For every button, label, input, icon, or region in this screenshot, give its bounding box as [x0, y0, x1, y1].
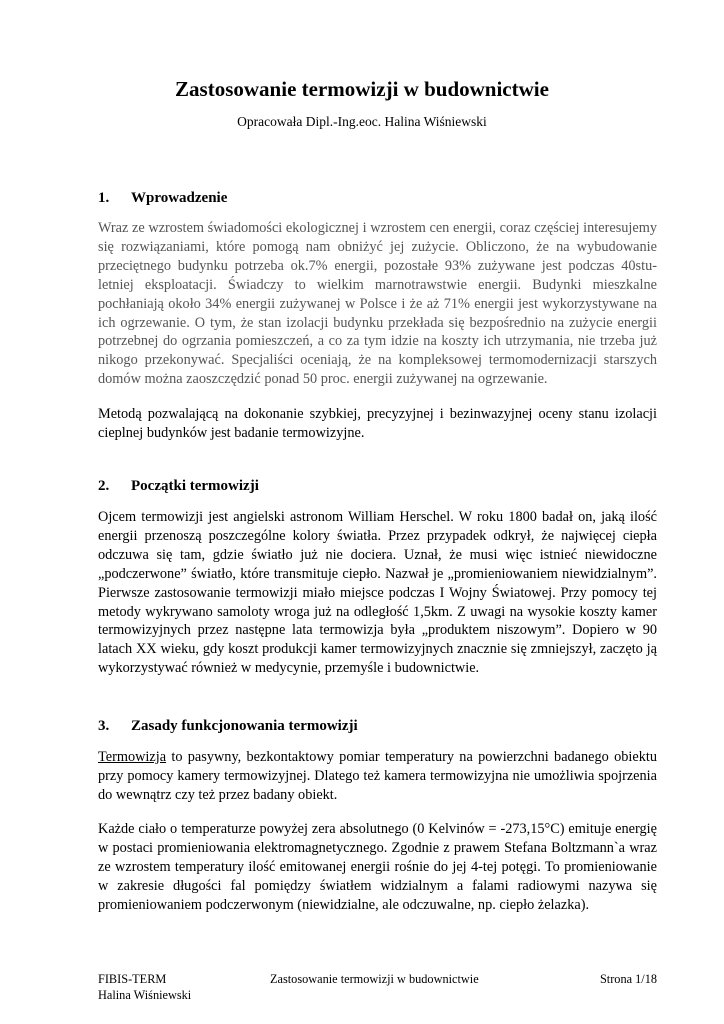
section-title: Wprowadzenie — [131, 190, 228, 206]
section-number: 2. — [98, 478, 110, 494]
paragraph-history: Ojcem termowizji jest angielski astronom William Herschel. W roku 1800 badał on, jaką ilość energii przenoszą poszczególne kolory światła. Przez przypadek odkrył, że najwięcej ciepła odczuwa się tam, gdzie światło już nie dociera. Uznał, że musi więc istnieć niewidoczne „podczerwone” światło, które transmituje ciepło. Nazwał je „promieniowaniem niewidzialnym”. Pierwsze zastosowanie termowizji miało miejsce podczas I Wojny Światowej. Przy pomocy tej metody wykrywano samoloty wroga już na odległość 1,5km. Z uwagi na wysokie koszty kamer termowizyjnych przez następne lata termowizja była „produktem niszowym”. Dopiero w 90 latach XX wieku, gdy koszt produkcji kamer termowizyjnych znacznie się zmniejszył, zaczęto ją wykorzystywać również w medycynie, przemyśle i budownictwie. — [98, 509, 657, 677]
section-title: Początki termowizji — [131, 478, 259, 494]
definition-text: to pasywny, bezkontaktowy pomiar temperatury na powierzchni badanego obiektu przy pomocy kamery termowizyjnej. Dlatego też kamera termowizyjna nie umożliwia spojrzenia do wewnątrz czy też przez badany obiekt. — [98, 749, 657, 803]
document-title: Zastosowanie termowizji w budownictwie — [175, 77, 549, 101]
section-number: 3. — [98, 718, 110, 734]
paragraph-definition — [98, 748, 657, 805]
paragraph-intro: Wraz ze wzrostem świadomości ekologicznej i wzrostem cen energii, coraz częściej interesujemy się rozwiązaniami, które pomogą nam obniżyć jej zużycie. Obliczono, że na wybudowanie przeciętnego budynku potrzeba ok.7% energii, pozostałe 93% zużywane jest podczas 40stu-letniej eksploatacji. Świadczy to wielkim marnotrawstwie energii. Budynki mieszkalne pochłaniają około 34% energii zużywanej w Polsce i że aż 71% energii jest wykorzystywane na ich ogrzewanie. O tym, że stan izolacji budynku przekłada się bezpośrednio na zużycie energii potrzebnej do ogrzania pomieszczeń, a co za tym idzie na koszty ich utrzymania, nie trzeba już nikogo przekonywać. Specjaliści oceniają, że na kompleksowej termomodernizacji starszych domów można zaoszczędzić ponad 50 proc. energii zużywanej na ogrzewanie. — [98, 220, 657, 388]
section-heading-2 — [98, 476, 259, 496]
section-heading-1 — [98, 188, 227, 208]
footer-org: FIBIS-TERM — [98, 972, 167, 986]
section-number: 1. — [98, 190, 110, 206]
paragraph-method: Metodą pozwalającą na dokonanie szybkiej, precyzyjnej i bezinwazyjnej oceny stanu izolacji cieplnej budynków jest badanie termowizyjne. — [98, 406, 657, 441]
section-title: Zasady funkcjonowania termowizji — [131, 718, 358, 734]
footer-page-number: Strona 1/18 — [599, 972, 657, 986]
author-line: Opracowała Dipl.-Ing.eoc. Halina Wiśniewski — [237, 114, 487, 129]
section-heading-3 — [98, 716, 358, 736]
footer-author: Halina Wiśniewski — [98, 988, 192, 1002]
footer-center: Zastosowanie termowizji w budownictwie — [270, 972, 479, 986]
term-termowizja: Termowizja — [98, 749, 167, 765]
footer-left — [98, 971, 191, 1003]
paragraph-physics: Każde ciało o temperaturze powyżej zera absolutnego (0 Kelvinów = -273,15°C) emituje energię w postaci promieniowania elektromagnetycznego. Zgodnie z prawem Stefana Boltzmann`a wraz ze wzrostem temperatury ilość emitowanej energii rośnie do jej 4-tej potęgi. To promieniowanie w zakresie długości fal pomiędzy światłem widzialnym a falami radiowymi nazywa się promieniowaniem podczerwonym (niewidzialne, ale odczuwalne, np. ciepło żelazka). — [98, 821, 657, 913]
